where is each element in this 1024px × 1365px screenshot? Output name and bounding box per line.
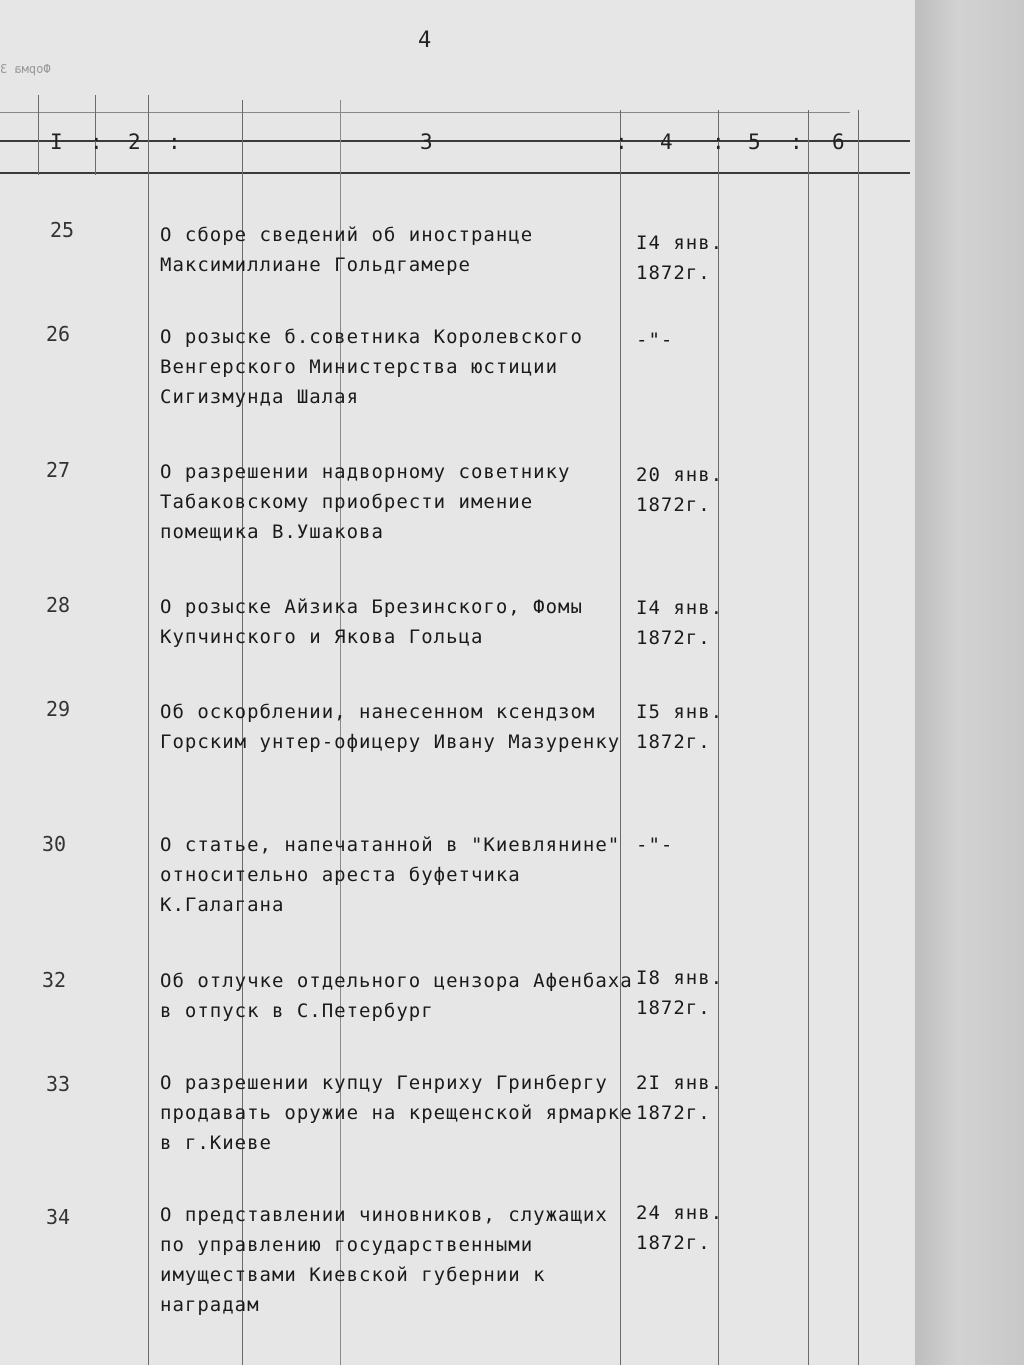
header-bottom-rule (0, 172, 910, 174)
column-separator: : (168, 130, 183, 154)
entry-number: 26 (46, 322, 71, 346)
entry-date: I8 янв. 1872г. (636, 967, 724, 1019)
column-header-2: 2 (128, 130, 143, 154)
entry-date: I4 янв. 1872г. (636, 597, 724, 649)
entry-title: О розыске Айзика Брезинского, Фомы Купчинского и Якова Гольца (160, 596, 583, 648)
entry-date: 2I янв. 1872г. (636, 1072, 724, 1124)
entry-date: -"- (636, 329, 674, 351)
column-separator: : (712, 130, 727, 154)
entry-title: О разрешении надворному советнику Табаковскому приобрести имение помещика В.Ушакова (160, 461, 571, 543)
entry-title: О разрешении купцу Генриху Гринбергу продавать оружие на крещенской ярмарке в г.Киеве (160, 1072, 633, 1154)
column-separator: : (790, 130, 805, 154)
entry-title: Об оскорблении, нанесенном ксендзом Горским унтер-офицеру Ивану Мазуренку (160, 701, 621, 753)
column-header-4: 4 (660, 130, 675, 154)
column-divider (808, 110, 809, 1365)
column-header-1: I (50, 130, 65, 154)
column-divider (858, 110, 859, 1365)
entry-number: 25 (50, 218, 75, 242)
entry-title: О сборе сведений об иностранце Максимиллиане Гольдгамере (160, 224, 534, 276)
form-stamp: Форма 3 (0, 62, 51, 76)
entry-title: О розыске б.советника Королевского Венгерского Министерства юстиции Сигизмунда Шалая (160, 326, 583, 408)
entry-number: 29 (46, 697, 71, 721)
entry-title: О представлении чиновников, служащих по управлению государственными имуществами Киевской губернии к наградам (160, 1204, 608, 1316)
column-header-6: 6 (832, 130, 847, 154)
entry-number: 33 (46, 1072, 71, 1096)
column-separator: : (615, 130, 630, 154)
column-divider (38, 95, 39, 175)
header-top-rule (0, 112, 850, 113)
entry-date: I5 янв. 1872г. (636, 701, 724, 753)
column-header-3: 3 (420, 130, 435, 154)
entry-number: 34 (46, 1205, 71, 1229)
entry-date: -"- (636, 834, 674, 856)
column-divider (148, 95, 149, 1365)
entry-date: 20 янв. 1872г. (636, 464, 724, 516)
column-header-5: 5 (748, 130, 763, 154)
column-separator: : (90, 130, 105, 154)
entry-title: Об отлучке отдельного цензора Афенбаха в отпуск в С.Петербург (160, 970, 633, 1022)
entry-number: 28 (46, 593, 71, 617)
entry-number: 30 (42, 832, 67, 856)
entry-number: 27 (46, 458, 71, 482)
entry-date: 24 янв. 1872г. (636, 1202, 724, 1254)
page-number: 4 (418, 28, 432, 53)
entry-number: 32 (42, 968, 67, 992)
entry-title: О статье, напечатанной в "Киевлянине" относительно ареста буфетчика К.Галагана (160, 834, 621, 916)
page-edge-background (915, 0, 1024, 1365)
entry-date: I4 янв. 1872г. (636, 232, 724, 284)
